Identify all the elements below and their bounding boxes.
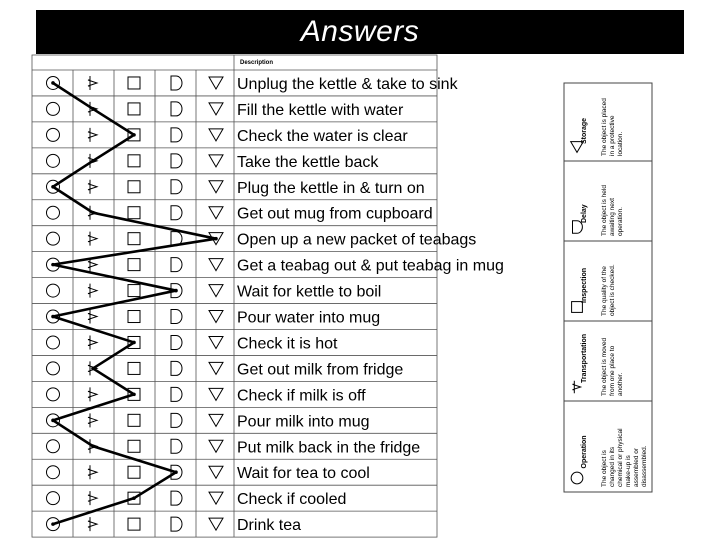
step-description: Get a teabag out & put teabag in mug xyxy=(237,257,504,275)
transport-arrow-icon xyxy=(88,387,97,401)
operation-circle-icon xyxy=(47,362,60,375)
storage-triangle-icon xyxy=(209,466,223,478)
storage-triangle-icon xyxy=(209,311,223,323)
answer-point xyxy=(51,522,55,526)
inspection-square-icon xyxy=(128,77,140,89)
storage-triangle-icon xyxy=(209,77,223,89)
step-description: Check the water is clear xyxy=(237,127,408,145)
inspection-square-icon xyxy=(128,362,140,374)
storage-triangle-icon xyxy=(209,492,223,504)
operation-circle-icon xyxy=(47,102,60,115)
transport-arrow-icon xyxy=(88,491,97,505)
operation-circle-icon xyxy=(47,284,60,297)
step-description: Drink tea xyxy=(237,517,302,535)
legend-panel xyxy=(564,83,652,492)
delay-d-icon xyxy=(171,180,182,194)
answer-point xyxy=(132,341,136,345)
inspection-square-icon xyxy=(128,207,140,219)
inspection-square-icon xyxy=(128,259,140,271)
legend-title: Operation xyxy=(581,435,588,469)
inspection-square-icon xyxy=(128,440,140,452)
page-title: Answers xyxy=(300,15,420,48)
delay-d-icon xyxy=(171,258,182,272)
legend-description: location. xyxy=(617,131,624,156)
storage-triangle-icon xyxy=(209,129,223,141)
descriptions-layer xyxy=(237,76,504,534)
legend-description: from one place to xyxy=(609,345,616,396)
legend-description: changed in its xyxy=(609,446,616,487)
operation-circle-icon xyxy=(47,128,60,141)
storage-triangle-icon xyxy=(209,103,223,115)
storage-triangle-icon xyxy=(209,362,223,374)
transport-arrow-icon xyxy=(88,180,97,194)
legend-description: chemical or physical xyxy=(617,428,624,487)
delay-d-icon xyxy=(171,413,182,427)
legend-description: The object is placed xyxy=(601,98,608,156)
answer-point xyxy=(51,81,55,85)
storage-triangle-icon xyxy=(209,285,223,297)
operation-circle-icon xyxy=(47,336,60,349)
legend-description: object is checked. xyxy=(609,264,616,316)
legend-description: The quality of the xyxy=(601,266,608,316)
inspection-square-icon xyxy=(128,311,140,323)
storage-triangle-icon xyxy=(209,440,223,452)
transport-arrow-icon xyxy=(88,310,97,324)
legend-description: The object is moved xyxy=(601,337,608,396)
delay-d-icon xyxy=(171,387,182,401)
storage-triangle-icon xyxy=(209,414,223,426)
step-description: Fill the kettle with water xyxy=(237,101,404,119)
step-description: Wait for kettle to boil xyxy=(237,283,382,301)
storage-triangle-icon xyxy=(209,207,223,219)
legend-title: Inspection xyxy=(581,267,588,303)
legend-title: Transportation xyxy=(581,333,588,383)
storage-triangle-icon xyxy=(209,259,223,271)
delay-d-icon xyxy=(171,439,182,453)
answer-point xyxy=(91,367,95,371)
step-description: Unplug the kettle & take to sink xyxy=(237,75,458,93)
legend-description: awaiting next xyxy=(609,198,616,236)
transport-arrow-icon xyxy=(88,232,97,246)
storage-triangle-icon xyxy=(209,181,223,193)
description-header: Description xyxy=(240,60,274,66)
answer-point xyxy=(174,289,178,293)
transport-arrow-icon xyxy=(88,284,97,298)
delay-d-icon xyxy=(171,491,182,505)
inspection-square-icon xyxy=(128,155,140,167)
inspection-square-icon xyxy=(128,181,140,193)
step-description: Check if milk is off xyxy=(237,387,366,405)
transport-arrow-icon xyxy=(88,128,97,142)
answer-point xyxy=(91,211,95,215)
step-description: Get out milk from fridge xyxy=(237,361,404,379)
transport-arrow-icon xyxy=(88,465,97,479)
legend-description: assembled or xyxy=(633,447,640,487)
legend-description: disassembled. xyxy=(641,445,648,487)
transport-arrow-icon xyxy=(88,413,97,427)
delay-d-icon xyxy=(171,206,182,220)
delay-d-icon xyxy=(171,102,182,116)
inspection-square-icon xyxy=(128,103,140,115)
answer-point xyxy=(132,133,136,137)
step-description: Get out mug from cupboard xyxy=(237,205,433,223)
legend-description: another. xyxy=(617,372,624,396)
step-description: Open up a new packet of teabags xyxy=(237,231,477,249)
answer-point xyxy=(132,393,136,397)
inspection-square-icon xyxy=(128,414,140,426)
step-description: Check if cooled xyxy=(237,491,347,509)
legend-description: in a protective xyxy=(609,115,616,156)
answer-point xyxy=(91,444,95,448)
storage-triangle-icon xyxy=(209,518,223,530)
delay-d-icon xyxy=(171,517,182,531)
delay-d-icon xyxy=(171,128,182,142)
delay-d-icon xyxy=(171,335,182,349)
step-description: Take the kettle back xyxy=(237,153,379,171)
step-description: Pour water into mug xyxy=(237,309,381,327)
answer-point xyxy=(91,107,95,111)
answer-point xyxy=(51,419,55,423)
delay-d-icon xyxy=(171,310,182,324)
legend-description: operation. xyxy=(617,207,624,236)
storage-triangle-icon xyxy=(209,388,223,400)
delay-d-icon xyxy=(171,361,182,375)
inspection-square-icon xyxy=(128,518,140,530)
answer-point xyxy=(51,185,55,189)
delay-d-icon xyxy=(171,76,182,90)
transport-arrow-icon xyxy=(88,76,97,90)
transport-arrow-icon xyxy=(88,517,97,531)
legend-title: Storage xyxy=(581,117,588,144)
inspection-square-icon xyxy=(128,466,140,478)
operation-circle-icon xyxy=(47,388,60,401)
operation-circle-icon xyxy=(47,154,60,167)
delay-d-icon xyxy=(171,154,182,168)
operation-circle-icon xyxy=(47,206,60,219)
step-description: Put milk back in the fridge xyxy=(237,439,421,457)
operation-circle-icon xyxy=(47,440,60,453)
operation-circle-icon xyxy=(47,492,60,505)
legend-description: make-up is xyxy=(625,455,632,487)
legend-title: Delay xyxy=(581,204,588,223)
storage-triangle-icon xyxy=(209,336,223,348)
legend-description: The object is held xyxy=(601,185,608,236)
legend-description: The object is xyxy=(601,450,608,487)
inspection-square-icon xyxy=(128,233,140,245)
answer-point xyxy=(132,496,136,500)
answer-point xyxy=(214,237,218,241)
answer-point xyxy=(91,159,95,163)
transport-arrow-icon xyxy=(88,335,97,349)
step-description: Pour milk into mug xyxy=(237,413,370,431)
operation-circle-icon xyxy=(47,232,60,245)
answer-point xyxy=(51,263,55,267)
storage-triangle-icon xyxy=(209,155,223,167)
operation-circle-icon xyxy=(47,466,60,479)
operation-circle-icon xyxy=(571,472,583,484)
step-description: Plug the kettle in & turn on xyxy=(237,179,425,197)
inspection-square-icon xyxy=(128,285,140,297)
step-description: Check it is hot xyxy=(237,335,338,353)
step-description: Wait for tea to cool xyxy=(237,465,370,483)
answer-point xyxy=(174,470,178,474)
answer-point xyxy=(51,315,55,319)
